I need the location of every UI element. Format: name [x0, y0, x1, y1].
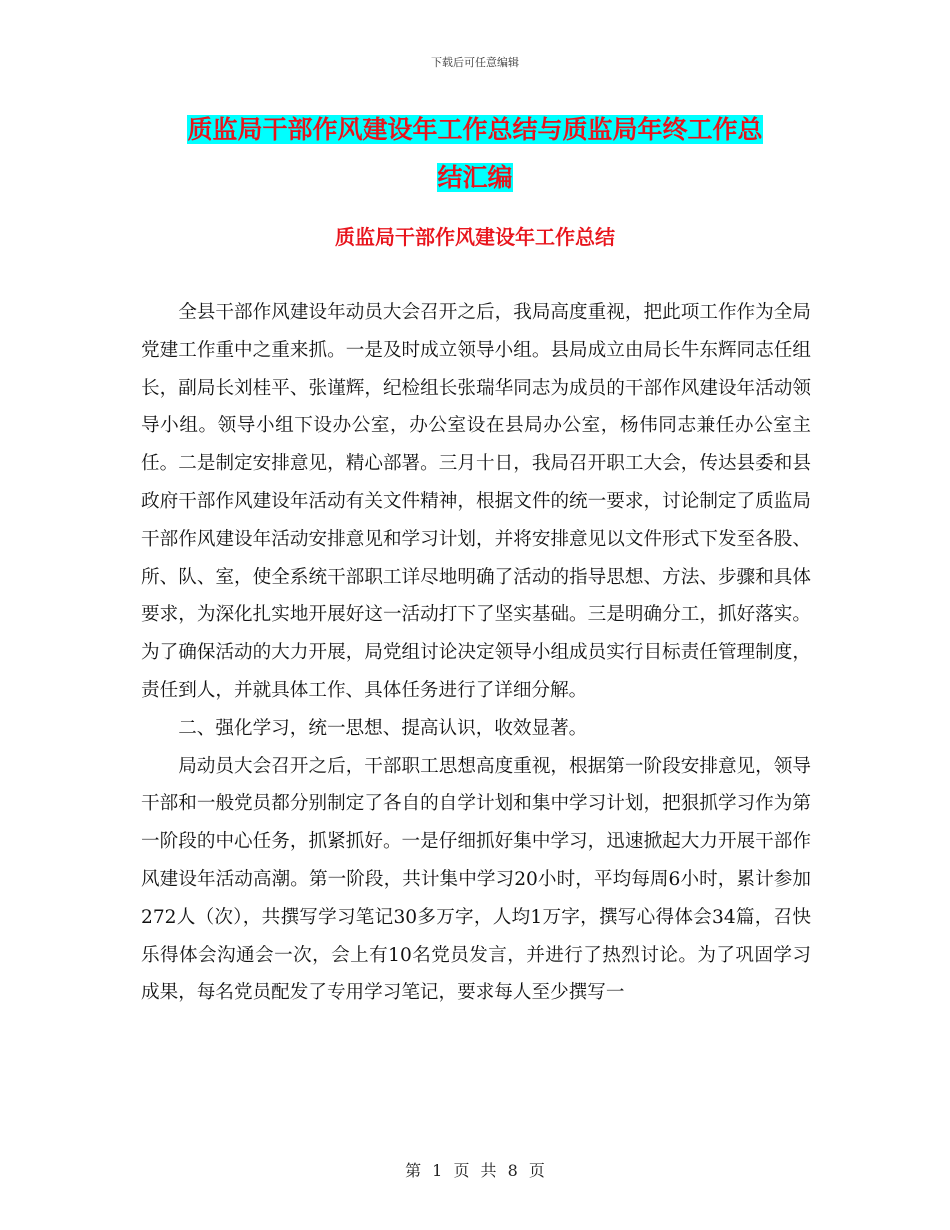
document-body — [141, 294, 811, 1012]
header-note: 下载后可任意编辑 — [431, 56, 519, 69]
section-title: 质监局干部作风建设年工作总结 — [335, 225, 615, 249]
document-title-line-2: 结汇编 — [437, 163, 513, 192]
document-title — [140, 106, 810, 202]
document-title-line-1: 质监局干部作风建设年工作总结与质监局年终工作总 — [187, 115, 763, 144]
paragraph-1: 全县干部作风建设年动员大会召开之后，我局高度重视，把此项工作作为全局党建工作重中之重来抓。一是及时成立领导小组。县局成立由局长牛东辉同志任组长，副局长刘桂平、张谨辉，纪检组长张瑞华同志为成员的干部作风建设年活动领导小组。领导小组下设办公室，办公室设在县局办公室，杨伟同志兼任办公室主任。二是制定安排意见，精心部署。三月十日，我局召开职工大会，传达县委和县政府干部作风建设年活动有关文件精神，根据文件的统一要求，讨论制定了质监局干部作风建设年活动安排意见和学习计划，并将安排意见以文件形式下发至各股、所、队、室，使全系统干部职工详尽地明确了活动的指导思想、方法、步骤和具体要求，为深化扎实地开展好这一活动打下了坚实基础。三是明确分工，抓好落实。为了确保活动的大力开展，局党组讨论决定领导小组成员实行目标责任管理制度，责任到人，并就具体工作、具体任务进行了详细分解。 — [141, 302, 811, 701]
paragraph-3: 局动员大会召开之后，干部职工思想高度重视，根据第一阶段安排意见，领导干部和一般党员都分别制定了各自的自学计划和集中学习计划，把狠抓学习作为第一阶段的中心任务，抓紧抓好。一是仔细抓好集中学习，迅速掀起大力开展干部作风建设年活动高潮。第一阶段，共计集中学习20小时，平均每周6小时，累计参加272人（次），共撰写学习笔记30多万字，人均1万字，撰写心得体会34篇，召快乐得体会沟通会一次，会上有10名党员发言，并进行了热烈讨论。为了巩固学习成果，每名党员配发了专用学习笔记，要求每人至少撰写一 — [141, 755, 811, 1004]
page-number: 第 1 页 共 8 页 — [405, 1161, 545, 1180]
paragraph-2: 二、强化学习，统一思想、提高认识，收效显著。 — [178, 717, 588, 739]
